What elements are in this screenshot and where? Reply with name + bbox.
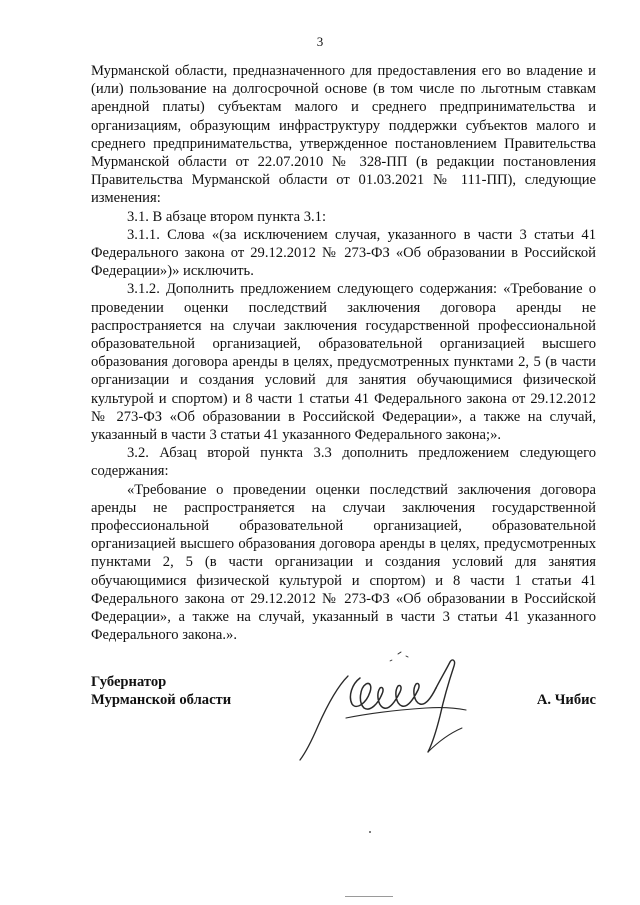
handwritten-signature-icon bbox=[286, 648, 476, 763]
signer-name: А. Чибис bbox=[536, 692, 596, 708]
paragraph-3-1-2: 3.1.2. Дополнить предложением следующего содержания: «Требование о проведении оценки последствий заключения договора аренды не распространяется на случаи заключения государственной профессиональной образовательной организацией, образовательной организацией высшего образования договора аренды в целях, предусмотренных пунктами 2, 5 (в части организации и создания условий для занятия обучающимися физической культурой и спортом) и 8 части 1 статьи 41 Федерального закона от 29.12.2012 № 273-ФЗ «Об образовании в Российской Федерации», а также на случай, указанный в части 3 статьи 41 указанного Федерального закона;». bbox=[91, 281, 596, 444]
footer-rule bbox=[345, 896, 393, 897]
paragraph-3-1-1: 3.1.1. Слова «(за исключением случая, указанного в части 3 статьи 41 Федерального закона от 29.12.2012 № 273-ФЗ «Об образовании в Российской Федерации»)» исключить. bbox=[91, 226, 596, 280]
quoted-amendment: «Требование о проведении оценки последствий заключения договора аренды не распространяется на случаи заключения государственной профессиональной образовательной организацией, образовательной организацией высшего образования договора аренды в целях, предусмотренных пунктами 2, 5 (в части организации и создания условий для занятия обучающимися физической культурой и спортом) и 8 части 1 статьи 41 Федерального закона от 29.12.2012 № 273-ФЗ «Об образовании в Российской Федерации», а также на случай, указанный в части 3 статьи 41 указанного Федерального закона.». bbox=[91, 481, 596, 644]
paragraph-3-1: 3.1. В абзаце втором пункта 3.1: bbox=[127, 208, 327, 225]
signer-position bbox=[91, 673, 231, 710]
signature-block bbox=[91, 673, 596, 763]
intro-paragraph: Мурманской области, предназначенного для предоставления его во владение и (или) пользование на долгосрочной основе (в том числе по льготным ставкам арендной платы) субъектам малого и среднего предпринимательства и организациям, образующим инфраструктуру поддержки субъектов малого и среднего предпринимательства, утвержденное постановлением Правительства Мурманской области от 22.07.2010 № 328-ПП (в редакции постановления Правительства Мурманской области от 01.03.2021 № 111-ПП), следующие изменения: bbox=[91, 63, 596, 207]
document-body bbox=[91, 62, 596, 645]
page-number: 3 bbox=[316, 34, 324, 49]
signer-position-line-2: Мурманской области bbox=[91, 692, 232, 709]
paragraph-3-2: 3.2. Абзац второй пункта 3.3 дополнить предложением следующего содержания: bbox=[91, 445, 596, 480]
scan-speck bbox=[369, 831, 371, 833]
signer-position-line-1: Губернатор bbox=[91, 674, 167, 690]
